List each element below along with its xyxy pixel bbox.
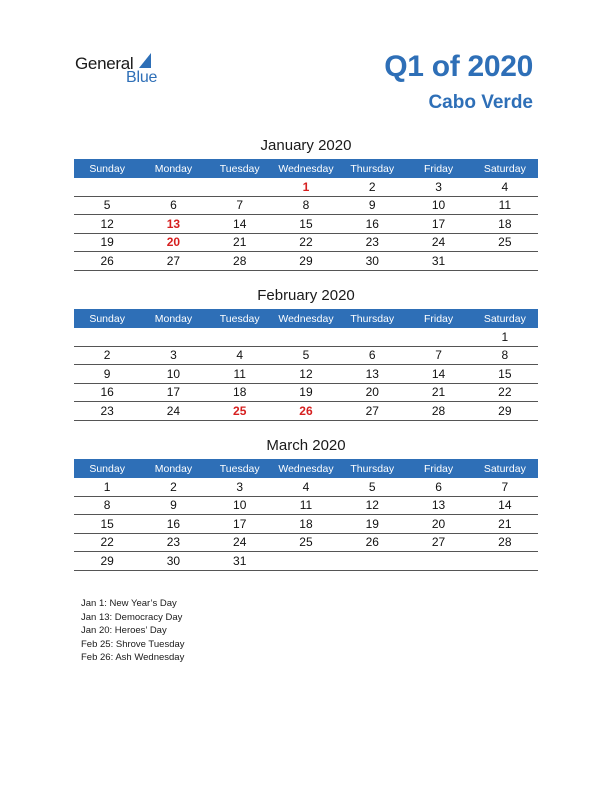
day-cell: 15 — [74, 515, 140, 534]
calendar-grid — [74, 459, 538, 571]
day-cell: 19 — [273, 383, 339, 402]
empty-day-cell — [273, 328, 339, 346]
empty-day-cell — [273, 552, 339, 571]
holiday-day-cell: 25 — [207, 402, 273, 421]
weekday-header: Sunday — [74, 459, 140, 478]
month-title: March 2020 — [266, 437, 346, 454]
weekday-header: Friday — [405, 459, 471, 478]
day-cell: 10 — [140, 365, 206, 384]
day-cell: 22 — [74, 533, 140, 552]
holiday-day-cell: 1 — [273, 178, 339, 196]
day-cell: 29 — [74, 552, 140, 571]
day-cell: 15 — [472, 365, 538, 384]
day-cell: 11 — [472, 196, 538, 215]
day-cell: 8 — [74, 496, 140, 515]
day-cell: 28 — [472, 533, 538, 552]
weekday-header: Monday — [140, 159, 206, 178]
month-february — [74, 287, 538, 421]
day-cell: 24 — [405, 233, 471, 252]
page-title: Q1 of 2020 — [384, 50, 533, 83]
weekday-header: Wednesday — [273, 159, 339, 178]
weekday-header: Sunday — [74, 159, 140, 178]
empty-day-cell — [140, 178, 206, 196]
weekday-header-row — [74, 309, 538, 328]
day-cell: 6 — [339, 346, 405, 365]
day-cell: 20 — [405, 515, 471, 534]
day-cell: 10 — [207, 496, 273, 515]
logo-flag-icon — [139, 53, 151, 68]
day-cell: 21 — [405, 383, 471, 402]
weekday-header: Thursday — [339, 309, 405, 328]
day-cell: 9 — [339, 196, 405, 215]
generalblue-logo — [75, 52, 175, 88]
day-cell: 18 — [472, 215, 538, 234]
weekday-header: Monday — [140, 459, 206, 478]
day-cell: 28 — [405, 402, 471, 421]
day-cell: 14 — [405, 365, 471, 384]
day-cell: 21 — [472, 515, 538, 534]
day-cell: 29 — [472, 402, 538, 421]
month-title: February 2020 — [257, 287, 355, 304]
day-cell: 3 — [207, 478, 273, 496]
day-cell: 16 — [140, 515, 206, 534]
weekday-header: Tuesday — [207, 159, 273, 178]
day-cell: 9 — [74, 365, 140, 384]
empty-day-cell — [207, 328, 273, 346]
weekday-header: Tuesday — [207, 459, 273, 478]
calendar-grid — [74, 309, 538, 421]
day-cell: 4 — [273, 478, 339, 496]
day-cell: 3 — [140, 346, 206, 365]
day-cell: 5 — [74, 196, 140, 215]
day-cell: 15 — [273, 215, 339, 234]
day-cell: 14 — [472, 496, 538, 515]
day-cell: 12 — [273, 365, 339, 384]
logo-text-blue: Blue — [126, 69, 158, 86]
day-cell: 19 — [339, 515, 405, 534]
weekday-header: Friday — [405, 309, 471, 328]
week-row — [74, 383, 538, 402]
day-cell: 25 — [472, 233, 538, 252]
day-cell: 16 — [339, 215, 405, 234]
day-cell: 24 — [140, 402, 206, 421]
day-cell: 22 — [273, 233, 339, 252]
week-row — [74, 178, 538, 196]
week-row — [74, 252, 538, 271]
day-cell: 2 — [140, 478, 206, 496]
empty-day-cell — [339, 552, 405, 571]
week-row — [74, 402, 538, 421]
day-cell: 2 — [339, 178, 405, 196]
holiday-day-cell: 26 — [273, 402, 339, 421]
day-cell: 29 — [273, 252, 339, 271]
week-row — [74, 328, 538, 346]
day-cell: 26 — [74, 252, 140, 271]
day-cell: 23 — [74, 402, 140, 421]
day-cell: 16 — [74, 383, 140, 402]
day-cell: 30 — [339, 252, 405, 271]
country-subtitle: Cabo Verde — [428, 92, 533, 113]
day-cell: 13 — [339, 365, 405, 384]
empty-day-cell — [472, 552, 538, 571]
day-cell: 20 — [339, 383, 405, 402]
holiday-item: Jan 13: Democracy Day — [81, 611, 183, 623]
week-row — [74, 515, 538, 534]
day-cell: 19 — [74, 233, 140, 252]
day-cell: 31 — [207, 552, 273, 571]
weekday-header: Thursday — [339, 159, 405, 178]
week-row — [74, 215, 538, 234]
empty-day-cell — [207, 178, 273, 196]
day-cell: 31 — [405, 252, 471, 271]
day-cell: 9 — [140, 496, 206, 515]
day-cell: 6 — [140, 196, 206, 215]
empty-day-cell — [472, 252, 538, 271]
logo-text-general: General — [75, 54, 134, 73]
holiday-item: Jan 1: New Year’s Day — [81, 598, 177, 609]
day-cell: 12 — [339, 496, 405, 515]
empty-day-cell — [74, 178, 140, 196]
day-cell: 27 — [405, 533, 471, 552]
holiday-day-cell: 20 — [140, 233, 206, 252]
week-row — [74, 233, 538, 252]
day-cell: 28 — [207, 252, 273, 271]
day-cell: 11 — [273, 496, 339, 515]
day-cell: 7 — [472, 478, 538, 496]
weekday-header: Sunday — [74, 309, 140, 328]
day-cell: 21 — [207, 233, 273, 252]
day-cell: 18 — [273, 515, 339, 534]
day-cell: 11 — [207, 365, 273, 384]
weekday-header: Saturday — [472, 159, 538, 178]
weekday-header: Friday — [405, 159, 471, 178]
day-cell: 18 — [207, 383, 273, 402]
weekday-header: Monday — [140, 309, 206, 328]
day-cell: 13 — [405, 496, 471, 515]
day-cell: 1 — [472, 328, 538, 346]
day-cell: 10 — [405, 196, 471, 215]
weekday-header: Tuesday — [207, 309, 273, 328]
week-row — [74, 478, 538, 496]
weekday-header: Thursday — [339, 459, 405, 478]
day-cell: 8 — [273, 196, 339, 215]
weekday-header: Saturday — [472, 309, 538, 328]
day-cell: 3 — [405, 178, 471, 196]
month-title: January 2020 — [260, 137, 352, 154]
empty-day-cell — [140, 328, 206, 346]
day-cell: 23 — [339, 233, 405, 252]
calendar-grid — [74, 159, 538, 271]
holiday-item: Feb 25: Shrove Tuesday — [81, 638, 185, 650]
day-cell: 4 — [207, 346, 273, 365]
day-cell: 24 — [207, 533, 273, 552]
day-cell: 30 — [140, 552, 206, 571]
day-cell: 27 — [140, 252, 206, 271]
month-march — [74, 437, 538, 571]
day-cell: 25 — [273, 533, 339, 552]
day-cell: 8 — [472, 346, 538, 365]
day-cell: 26 — [339, 533, 405, 552]
week-row — [74, 496, 538, 515]
month-january — [74, 137, 538, 271]
holiday-day-cell: 13 — [140, 215, 206, 234]
day-cell: 14 — [207, 215, 273, 234]
day-cell: 7 — [405, 346, 471, 365]
week-row — [74, 346, 538, 365]
day-cell: 5 — [339, 478, 405, 496]
day-cell: 22 — [472, 383, 538, 402]
day-cell: 17 — [140, 383, 206, 402]
empty-day-cell — [405, 328, 471, 346]
day-cell: 5 — [273, 346, 339, 365]
week-row — [74, 196, 538, 215]
holiday-list — [81, 597, 185, 665]
empty-day-cell — [74, 328, 140, 346]
day-cell: 17 — [405, 215, 471, 234]
weekday-header-row — [74, 459, 538, 478]
day-cell: 12 — [74, 215, 140, 234]
day-cell: 17 — [207, 515, 273, 534]
week-row — [74, 552, 538, 571]
day-cell: 27 — [339, 402, 405, 421]
week-row — [74, 365, 538, 384]
day-cell: 1 — [74, 478, 140, 496]
weekday-header: Wednesday — [273, 309, 339, 328]
empty-day-cell — [405, 552, 471, 571]
day-cell: 6 — [405, 478, 471, 496]
day-cell: 2 — [74, 346, 140, 365]
holiday-item: Jan 20: Heroes’ Day — [81, 625, 167, 636]
weekday-header: Wednesday — [273, 459, 339, 478]
day-cell: 4 — [472, 178, 538, 196]
holiday-item: Feb 26: Ash Wednesday — [81, 652, 185, 663]
weekday-header: Saturday — [472, 459, 538, 478]
week-row — [74, 533, 538, 552]
empty-day-cell — [339, 328, 405, 346]
day-cell: 23 — [140, 533, 206, 552]
weekday-header-row — [74, 159, 538, 178]
day-cell: 7 — [207, 196, 273, 215]
